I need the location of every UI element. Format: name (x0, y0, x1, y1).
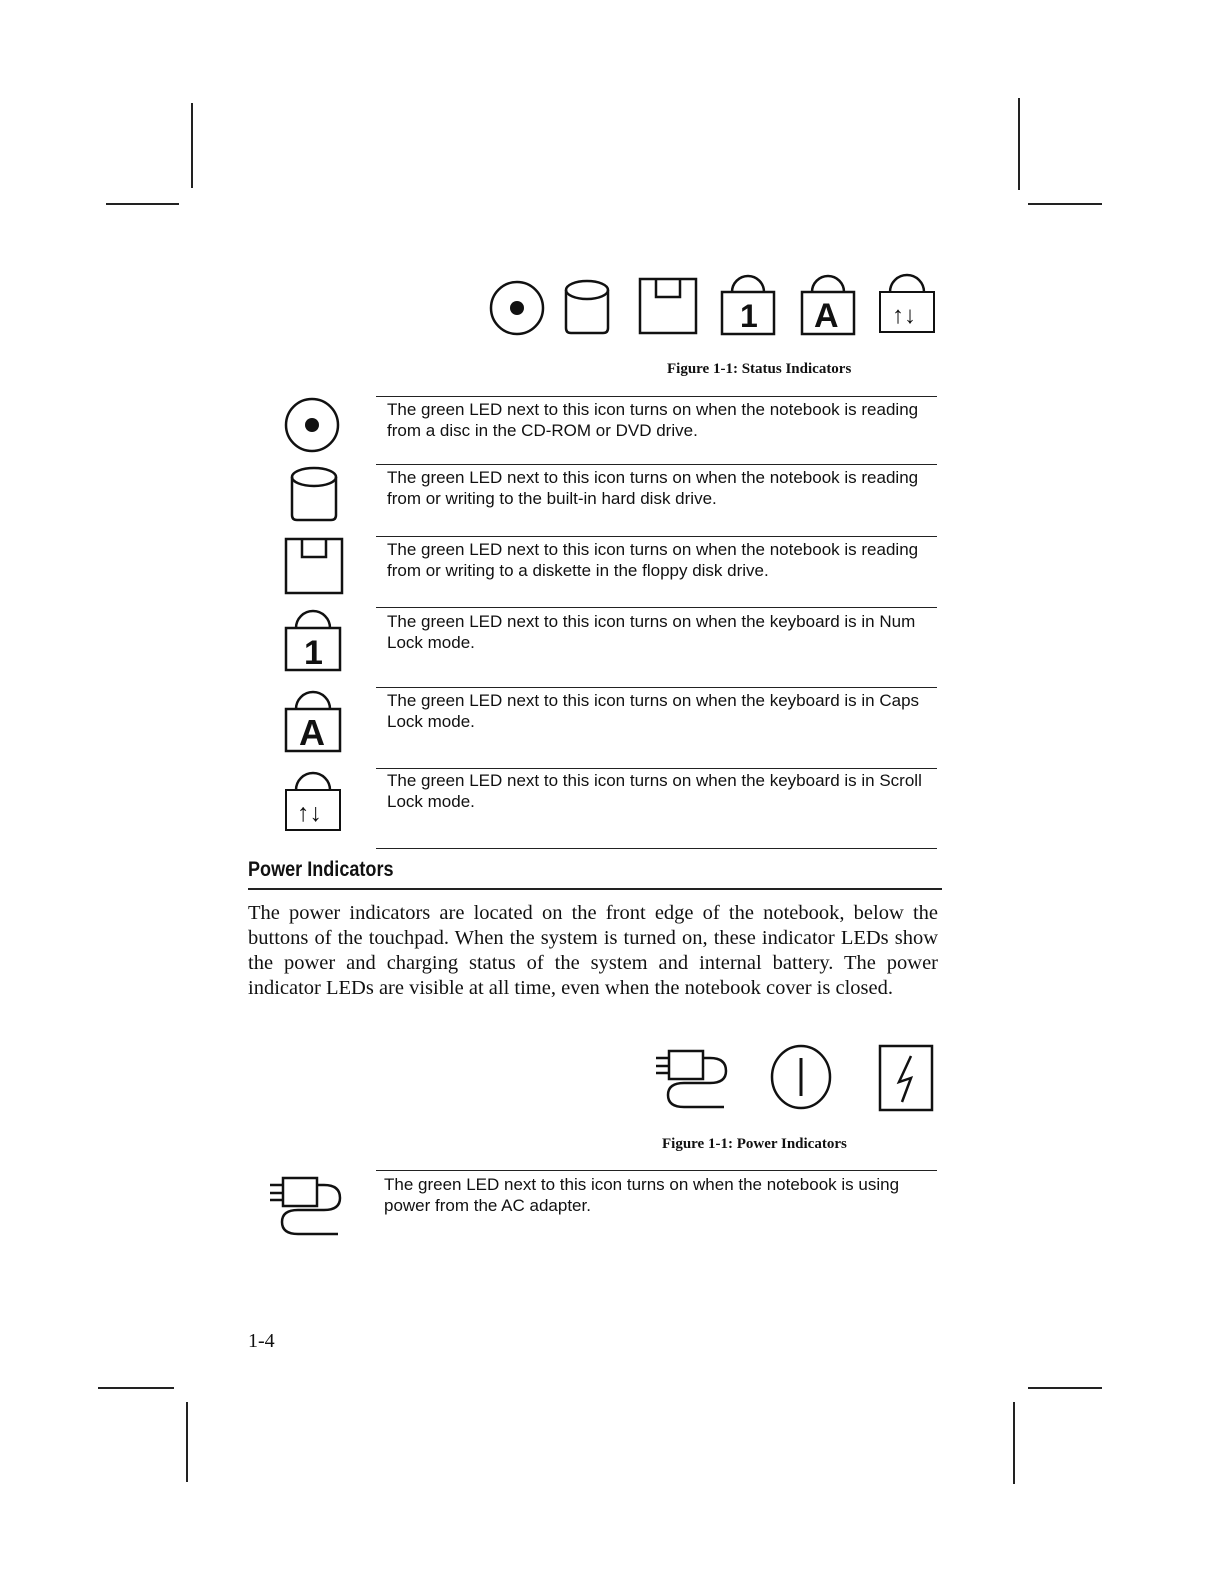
caps-lock-icon (800, 272, 856, 336)
num-lock-icon (720, 272, 776, 336)
crop-mark-top-right-horizontal (1028, 203, 1102, 205)
divider-rule (376, 687, 937, 688)
crop-mark-bottom-right-vertical (1013, 1402, 1015, 1484)
divider-rule (376, 607, 937, 608)
floppy-disk-icon (284, 537, 344, 595)
crop-mark-top-left-horizontal (106, 203, 179, 205)
status-description-cd-rom: The green LED next to this icon turns on when the notebook is reading from a disc in the CD-ROM or DVD drive. (387, 400, 919, 440)
hard-disk-icon (563, 278, 611, 336)
status-description-scroll-lock: The green LED next to this icon turns on when the keyboard is in Scroll Lock mode. (387, 771, 922, 811)
ac-adapter-icon (268, 1172, 354, 1238)
floppy-disk-icon (638, 277, 698, 335)
divider-rule (376, 768, 937, 769)
caps-lock-icon (284, 689, 342, 753)
crop-mark-top-left-vertical (191, 103, 193, 188)
svg-text:A: A (814, 297, 839, 335)
scroll-lock-icon (284, 768, 342, 832)
figure-caption-status: Figure 1-1: Status Indicators (667, 361, 852, 377)
status-description-hard-disk: The green LED next to this icon turns on when the notebook is reading from or writing to the built-in hard disk drive. (387, 468, 919, 508)
crop-mark-top-right-vertical (1018, 98, 1020, 190)
status-description-num-lock: The green LED next to this icon turns on when the keyboard is in Num Lock mode. (387, 612, 916, 652)
page-number: 1-4 (248, 1330, 275, 1352)
power-paragraph: The power indicators are located on the front edge of the notebook, below the buttons of the touchpad. When the system is turned on, these indicator LEDs show the power and charging status of the system and internal battery. The power indicator LEDs are visible at all time, even when the notebook cover is closed. (248, 902, 938, 999)
cd-rom-icon (284, 397, 340, 453)
svg-text:1: 1 (740, 298, 758, 334)
figure-caption-power: Figure 1-1: Power Indicators (662, 1136, 847, 1152)
heading-underline (248, 888, 942, 890)
power-description-ac-adapter: The green LED next to this icon turns on when the notebook is using power from the AC adapter. (384, 1175, 900, 1215)
svg-text:↑↓: ↑↓ (892, 302, 916, 329)
power-icon (769, 1044, 833, 1110)
svg-text:A: A (299, 712, 325, 753)
hard-disk-icon (288, 465, 340, 523)
svg-text:1: 1 (304, 634, 323, 672)
crop-mark-bottom-right-horizontal (1028, 1387, 1102, 1389)
num-lock-icon (284, 608, 342, 672)
status-description-caps-lock: The green LED next to this icon turns on when the keyboard is in Caps Lock mode. (387, 691, 920, 731)
divider-rule (376, 848, 937, 849)
status-description-floppy: The green LED next to this icon turns on when the notebook is reading from or writing to a diskette in the floppy disk drive. (387, 540, 919, 580)
divider-rule (376, 536, 937, 537)
crop-mark-bottom-left-horizontal (98, 1387, 174, 1389)
divider-rule (376, 396, 937, 397)
ac-adapter-icon (654, 1045, 740, 1111)
divider-rule (376, 1170, 937, 1171)
svg-text:↑↓: ↑↓ (297, 799, 322, 827)
battery-charge-icon (878, 1044, 934, 1112)
divider-rule (376, 464, 937, 465)
scroll-lock-icon (878, 270, 936, 334)
cd-rom-icon (489, 280, 545, 336)
section-heading: Power Indicators (248, 858, 394, 881)
crop-mark-bottom-left-vertical (186, 1402, 188, 1482)
